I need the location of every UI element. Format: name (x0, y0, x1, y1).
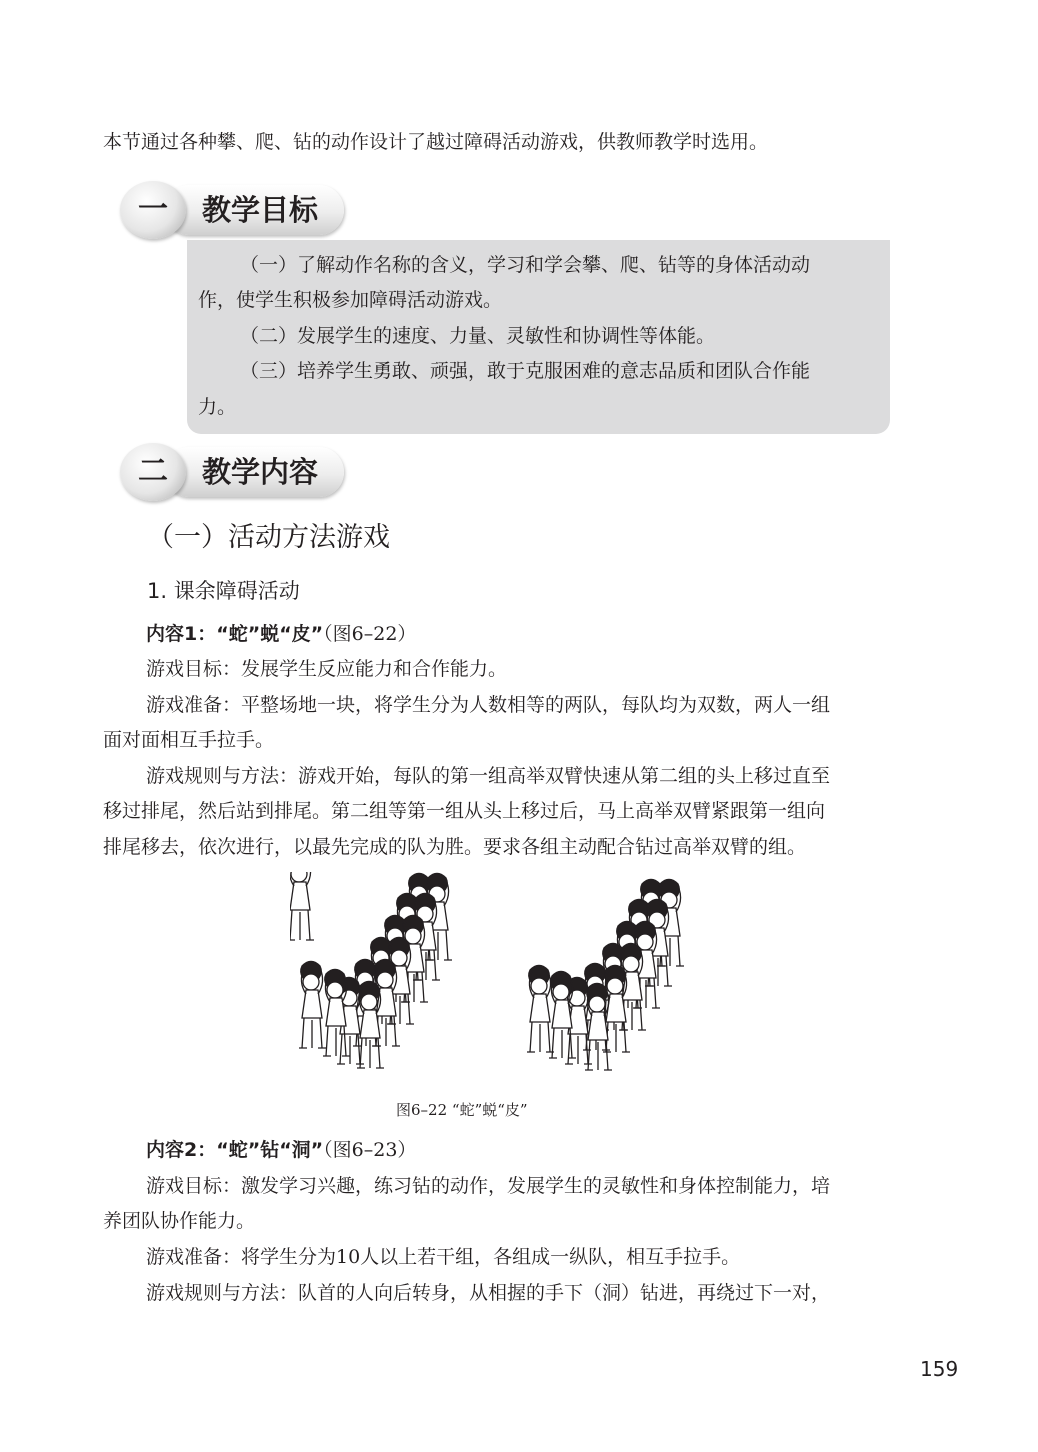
content1-figure-ref: （图6–22） (323, 623, 417, 645)
goal-line: （一）了解动作名称的含义，学习和学会攀、爬、钻等的身体活动动 (240, 254, 811, 276)
content1-prep: 面对面相互手拉手。 (103, 729, 275, 751)
goal-line: （二）发展学生的速度、力量、灵敏性和协调性等体能。 (240, 325, 716, 347)
content1-rules: 游戏规则与方法：游戏开始，每队的第一组高举双臂快速从第二组的头上移过直至 (146, 765, 831, 787)
subheading-obstacle-activity: 1. 课余障碍活动 (147, 579, 300, 603)
content2-heading (146, 1137, 416, 1163)
page-number: 159 (920, 1357, 959, 1381)
content2-figure-ref: （图6–23） (323, 1139, 417, 1161)
goal-line: 力。 (198, 396, 237, 418)
intro-text: 本节通过各种攀、爬、钻的动作设计了越过障碍活动游戏，供教师教学时选用。 (103, 131, 769, 153)
figure-caption: 图6–22 “蛇”蜕“皮” (396, 1101, 528, 1119)
subheading-activity-games: （一）活动方法游戏 (147, 522, 390, 553)
content1-heading (146, 621, 416, 647)
content1-prep: 游戏准备：平整场地一块，将学生分为人数相等的两队，每队均为双数，两人一组 (146, 694, 831, 716)
content1-goal: 游戏目标：发展学生反应能力和合作能力。 (146, 658, 508, 680)
content2-label: 内容2：“蛇”钻“洞” (146, 1139, 324, 1161)
goals-box (187, 240, 890, 434)
content2-goal: 养团队协作能力。 (103, 1210, 256, 1232)
section-number: 一 (120, 181, 186, 239)
figure-snake-shedding-skin (290, 872, 710, 1092)
content2-prep: 游戏准备：将学生分为10人以上若干组，各组成一纵队，相互手拉手。 (146, 1246, 741, 1268)
content2-goal: 游戏目标：激发学习兴趣，练习钻的动作，发展学生的灵敏性和身体控制能力，培 (146, 1175, 831, 1197)
student-figure (290, 872, 314, 940)
section-title: 教学目标 (164, 185, 344, 235)
section-title: 教学内容 (164, 447, 344, 497)
goal-line: 作，使学生积极参加障碍活动游戏。 (198, 289, 503, 311)
content1-rules: 移过排尾，然后站到排尾。第二组等第一组从头上移过后，马上高举双臂紧跟第一组向 (103, 800, 826, 822)
content2-rules: 游戏规则与方法：队首的人向后转身，从相握的手下（洞）钻进，再绕过下一对， (146, 1282, 831, 1304)
content1-label: 内容1：“蛇”蜕“皮” (146, 623, 324, 645)
goal-line: （三）培养学生勇敢、顽强，敢于克服困难的意志品质和团队合作能 (240, 360, 811, 382)
content1-rules: 排尾移去，依次进行，以最先完成的队为胜。要求各组主动配合钻过高举双臂的组。 (103, 836, 807, 858)
section-number: 二 (120, 443, 186, 501)
